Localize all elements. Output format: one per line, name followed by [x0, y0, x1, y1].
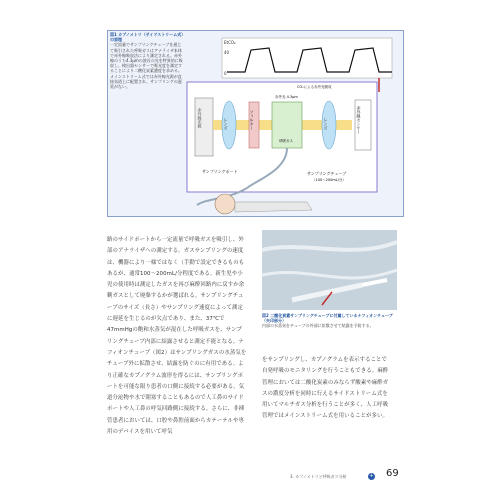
body-text-column-1: 路のサイドポートから一定流量で呼吸ガスを吸引し、外部のアナライザへの測定する。ガスサンプリングの速度は、機器により一様ではなく（手動で設定できるものもあるが、通常100〜200mL/分程度である。新生児や小児の使用時は測定したガスを再び麻酔回路内に戻すか余剰ガスとして廃棄するかが選ばれる。サンプリングチューブのサイズ（長さ）やサンプリング速度によって測定に遅延を生じるのが欠点であり、また、37℃で47mmHgの飽和水蒸気が混在した呼吸ガスを、サンプリングチューブ内部に結露させると測定不能となる。ナフィオンチューブ（図2）はサンプリングガスの水蒸気をチューブ外に拡散させ、結露を防ぐのに有用である。より正確なカプノグラム波形を得るには、サンプリングポートを可能な限り患者の口側に接続する必要がある。気道分泌物や水で閉塞することもあるので人工鼻のサイドポートや人工鼻の呼気回路側に接続する。さらに、非挿管患者においては、口腔や鼻腔前面からカテーテルや専用のデバイスを用いて呼気 — [107, 237, 247, 436]
figure-2-number: 図2 — [262, 313, 269, 318]
footer-plus-icon: + — [369, 473, 374, 479]
etco2-label: EtCO₂ — [224, 40, 236, 45]
figure-2-caption-block — [262, 313, 397, 329]
lens-right-label: レンズ — [323, 118, 329, 130]
detector-label: 赤外線センサー — [356, 106, 362, 134]
wavelength-label: 赤外光 4.3μm — [275, 95, 298, 99]
sampling-port-label: サンプリングポート — [202, 169, 238, 174]
tube-note-label: （100〜200mL/分） — [312, 178, 346, 182]
capnogram-frame — [222, 38, 392, 78]
footer-section-title: 3. カプノメトリと呼吸ガス分析 — [290, 474, 347, 479]
sampling-tube-label: サンプリングチューブ — [307, 171, 347, 176]
tube-photo-illustration — [262, 230, 397, 310]
patient-body — [235, 202, 312, 212]
filter-label: フィルター — [249, 110, 255, 130]
figure-2-photo — [262, 230, 397, 310]
figure-2-caption: 内部の水蒸気をチューブの外部に拡散させて結露を予防する。 — [262, 323, 374, 329]
ir-source-label: 赤外線光源 — [197, 108, 203, 128]
figure-1-caption: 一定流量でサンプリングチューブを通じて吸引された呼吸ガスはアナライザ本体で赤外線吸収法により測定される。赤外線のうち4.3μmの波長の光を特異的に吸収し、検出器センサーで吸光度を測定することにより二酸化炭素濃度を求める。メインストリーム式では赤外線光源が直接気道上に配置され、サンプリングの遅延がない。 — [110, 42, 183, 90]
figure-2-title: 二酸化炭素サンプリングチューブに付属しているナフィオンチューブ（矢印部分） — [262, 313, 393, 324]
figure-1-caption-block — [110, 32, 185, 89]
y-tick-top: 40 — [224, 50, 230, 55]
lens-left-label: レンズ — [223, 118, 229, 130]
page-number: 69 — [386, 468, 399, 479]
y-tick-bottom: 0 — [224, 71, 227, 76]
patient-head — [215, 194, 235, 214]
breath-gas-label: 呼吸ガス — [279, 139, 293, 143]
figure-1-title: カプノメトリ（サイドストリーム式）の原理 — [110, 32, 184, 43]
figure-1-number: 図1 — [110, 32, 117, 37]
body-text-column-2: をサンプリングし、カプノグラムを表示することで自発呼吸のモニタリングを行うこともできる。麻酔管理においては二酸化炭素のみならず酸素や麻酔ガスの濃度分析を同時に行えるサイドストリーム式を用いてマルチガス分析を行うことが多く、人工呼吸管理ではメインストリーム式を用いることが多い。 — [262, 357, 389, 420]
co2-absorb-label: CO₂による赤外光吸収 — [297, 85, 332, 89]
